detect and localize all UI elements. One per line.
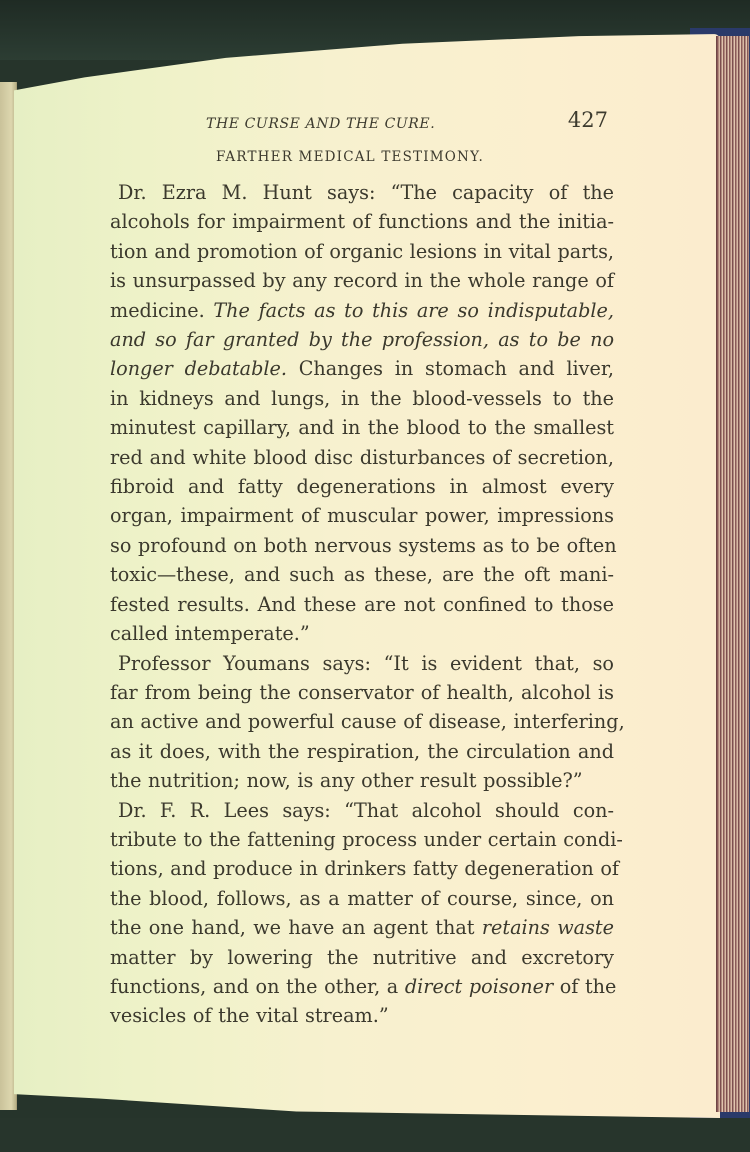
text-run: in kidneys and lungs, in the blood-vessels to the [110, 386, 614, 410]
italic-text: longer debatable. [110, 357, 287, 381]
text-run: functions, and on the other, a [110, 974, 405, 998]
text-run: the blood, follows, as a matter of course, since, on [110, 886, 614, 910]
body-text [110, 178, 625, 1031]
section-heading: FARTHER MEDICAL TESTIMONY. [216, 149, 484, 165]
text-run: matter by lowering the nutritive and excretory [110, 945, 614, 969]
paragraph-hunt [110, 178, 617, 649]
text-run: as it does, with the respiration, the circulation and [110, 739, 614, 763]
text-line [110, 354, 614, 383]
italic-text: and so far granted by the profession, as to be no [110, 328, 614, 352]
text-run: medicine. [110, 298, 214, 322]
text-line [110, 413, 614, 442]
text-run: an active and powerful cause of disease, interfering, [110, 710, 625, 734]
text-run: tribute to the fattening process under certain condi- [110, 827, 623, 851]
text-line [110, 1001, 614, 1030]
text-line [110, 266, 614, 295]
text-line [110, 854, 619, 883]
background-bottom [0, 1118, 750, 1152]
text-line [110, 207, 614, 236]
paragraph-lees [110, 796, 623, 1031]
text-line [110, 766, 614, 795]
text-run: vesicles of the vital stream.” [110, 1004, 389, 1028]
text-run: the one hand, we have an agent that [110, 916, 482, 940]
text-line [110, 884, 614, 913]
text-line [110, 178, 614, 207]
text-line [110, 825, 623, 854]
text-line [110, 796, 614, 825]
text-run: the nutrition; now, is any other result possible?” [110, 769, 583, 793]
page-number: 427 [567, 108, 608, 132]
text-line [110, 590, 614, 619]
text-run: far from being the conservator of health, alcohol is [110, 680, 614, 704]
text-run: toxic—these, and such as these, are the oft mani- [110, 563, 614, 587]
text-run: tions, and produce in drinkers fatty degeneration of [110, 857, 619, 881]
text-run: of the [553, 974, 617, 998]
text-line [110, 501, 614, 530]
text-run: so profound on both nervous systems as to be often [110, 533, 617, 557]
italic-text: direct poisoner [404, 974, 554, 998]
text-line [110, 943, 614, 972]
text-run: Dr. Ezra M. Hunt says: “The capacity of the [118, 181, 614, 204]
text-line [110, 560, 614, 589]
text-run: Changes in stomach and liver, [286, 357, 614, 381]
paragraph-youmans [110, 649, 625, 796]
text-line [110, 619, 614, 648]
text-line [110, 296, 614, 325]
running-header [200, 108, 610, 138]
text-run: tion and promotion of organic lesions in vital parts, [110, 239, 615, 263]
page-stack-edges [716, 36, 749, 1112]
text-line [110, 531, 617, 560]
text-line [110, 678, 614, 707]
text-run: called intemperate.” [110, 622, 310, 646]
text-line [110, 384, 614, 413]
italic-text: retains waste [481, 916, 614, 940]
text-line [110, 472, 614, 501]
text-run: fibroid and fatty degenerations in almost every [110, 475, 614, 499]
text-run: Professor Youmans says: “It is evident that, so [118, 651, 614, 675]
text-line [110, 649, 614, 678]
text-run: Dr. F. R. Lees says: “That alcohol should con- [118, 798, 614, 822]
text-run: red and white blood disc disturbances of secretion, [110, 445, 614, 469]
text-line [110, 443, 614, 472]
text-run: minutest capillary, and in the blood to the smallest [110, 416, 614, 440]
text-line [110, 237, 614, 266]
text-run: organ, impairment of muscular power, impressions [110, 504, 614, 528]
italic-text: The facts as to this are so indisputable, [213, 298, 614, 322]
running-title: THE CURSE AND THE CURE. [206, 116, 436, 132]
text-line [110, 325, 614, 354]
text-line [110, 737, 614, 766]
text-run: alcohols for impairment of functions and the initia- [110, 210, 614, 234]
text-run: fested results. And these are not confined to those [110, 592, 614, 616]
text-line [110, 972, 617, 1001]
text-line [110, 707, 625, 736]
text-run: is unsurpassed by any record in the whole range of [110, 269, 614, 293]
text-line [110, 913, 614, 942]
